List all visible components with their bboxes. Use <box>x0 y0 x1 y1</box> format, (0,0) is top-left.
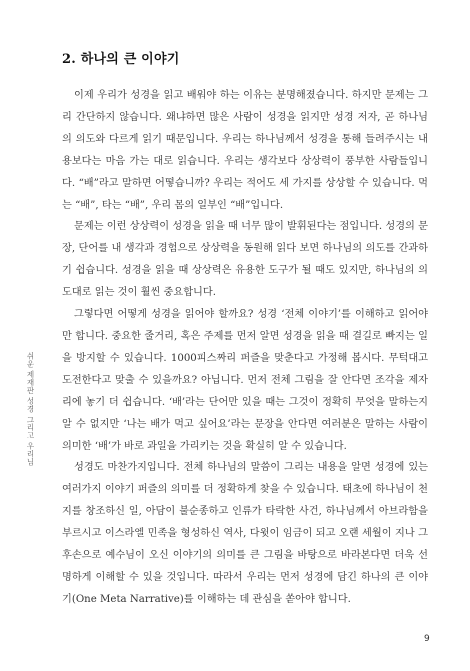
paragraph: 문제는 이런 상상력이 성경을 읽을 때 너무 많이 발휘된다는 점입니다. 성경의 문장, 단어를 내 생각과 경험으로 상상력을 동원해 읽다 보면 하나님의 의도를 간과하기 쉽습니다. 성경을 읽을 때 상상력은 유용한 도구가 될 때도 있지만, 하나님의 의도대로 읽는 것이 훨씬 중요합니다. <box>62 221 428 299</box>
paragraph: 성경도 마찬가지입니다. 전체 하나님의 말씀이 그리는 내용을 알면 성경에 있는 여러가지 이야기 퍼즐의 의미를 더 정확하게 찾을 수 있습니다. 태초에 하나님이 천지를 창조하신 일, 아담이 불순종하고 인류가 타락한 사건, 하나님께서 아브라함을 부르시고 이스라엘 민족을 형성하신 역사, 다윗이 임금이 되고 오랜 세월이 지나 그 후손으로 예수님이 오신 이야기의 의미를 큰 그림을 바탕으로 바라본다면 더욱 선명하게 이해할 수 있을 것입니다. 따라서 우리는 먼저 성경에 담긴 하나의 큰 이야기(One Meta Narrative)를 이해하는 데 관심을 쏟아야 합니다. <box>62 462 428 605</box>
body-text <box>62 85 428 611</box>
paragraph: 그렇다면 어떻게 성경을 읽어야 할까요? 성경 ‘전체 이야기’를 이해하고 읽어야만 합니다. 중요한 줄거리, 혹은 주제를 먼저 알면 성경을 읽을 때 결길로 빠지는 일을 방지할 수 있습니다. 1000피스짜리 퍼즐을 맞춘다고 가정해 봅시다. 무턱대고 도전한다고 맞출 수 있을까요? 아닙니다. 먼저 전체 그림을 잘 안다면 조각을 제자리에 놓기 더 쉽습니다. ‘배’라는 단어만 있을 때는 그것이 정확히 무엇을 말하는지 알 수 없지만 ‘나는 배가 먹고 싶어요’라는 문장을 안다면 여러분은 말하는 사람이 의미한 ‘배’가 바로 과일을 가리키는 것을 확실히 알 수 있습니다. <box>62 309 428 452</box>
running-side-label: 쉬운 제재판 성경 그리고 우리님 <box>26 352 35 466</box>
section-title: 2. 하나의 큰 이야기 <box>62 52 180 67</box>
paragraph: 이제 우리가 성경을 읽고 배워야 하는 이유는 분명해졌습니다. 하지만 문제는 그리 간단하지 않습니다. 왜냐하면 많은 사람이 성경을 읽지만 성경 저자, 곧 하나님의 의도와 다르게 읽기 때문입니다. 우리는 하나님께서 성경을 통해 들려주시는 내용보다는 마음 가는 대로 읽습니다. 우리는 생각보다 상상력이 풍부한 사람들입니다. “배”라고 말하면 어떻습니까? 우리는 적어도 세 가지를 상상할 수 있습니다. 먹는 “배”, 타는 “배”, 우리 몸의 일부인 “배”입니다. <box>62 90 428 211</box>
page-number: 9 <box>424 634 430 644</box>
